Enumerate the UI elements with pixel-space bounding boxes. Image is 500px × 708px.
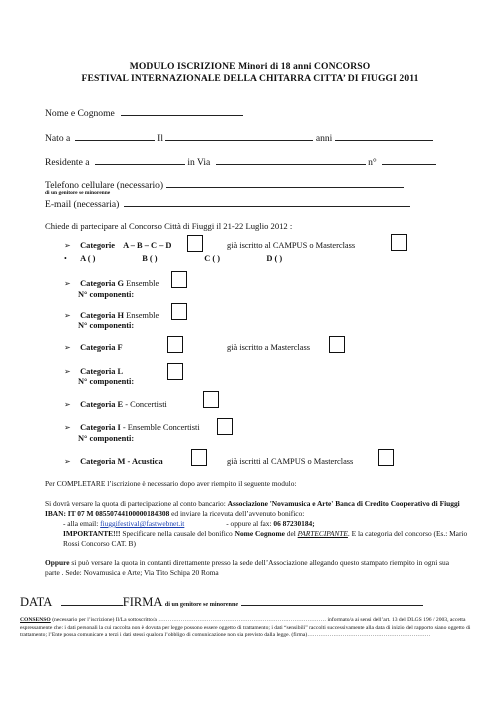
category-g-checkbox[interactable] — [171, 271, 187, 288]
signature-label: FIRMA — [122, 595, 162, 609]
birthdate-field[interactable] — [165, 131, 313, 141]
category-f-checkbox[interactable] — [167, 336, 183, 353]
age-label: anni — [315, 133, 333, 144]
category-h-components: N° componenti: — [78, 321, 135, 330]
abcd-options-row — [64, 254, 326, 263]
option-d[interactable]: D ( ) — [266, 254, 283, 263]
name-field[interactable] — [121, 106, 243, 116]
campus-masterclass-label: già iscritto al CAMPUS o Masterclass — [227, 241, 356, 250]
birthplace-label: Nato a — [45, 133, 71, 144]
form-title: MODULO ISCRIZIONE Minori di 18 anni CONCORSO — [129, 61, 371, 72]
house-number-field[interactable] — [382, 155, 436, 165]
phone-label: Telefono cellulare (necessario) — [45, 180, 164, 191]
category-abcd-row — [64, 241, 171, 250]
date-field[interactable] — [61, 594, 123, 606]
signature-row — [20, 594, 423, 610]
category-g-type: Ensemble — [126, 279, 160, 288]
category-i-label: Categoria I — [80, 423, 121, 432]
category-l-label: Categoria L — [80, 367, 124, 376]
residence-field[interactable] — [95, 155, 185, 165]
category-h-row — [64, 311, 159, 320]
category-l-checkbox[interactable] — [167, 363, 183, 380]
festival-title: FESTIVAL INTERNAZIONALE DELLA CHITARRA CITTA’ DI FIUGGI 2011 — [81, 73, 419, 84]
arrow-icon: ➢ — [64, 367, 71, 376]
parent-note: di un genitore se minorenne — [45, 190, 111, 196]
category-i-checkbox[interactable] — [217, 418, 233, 435]
category-l-components: N° componenti: — [78, 377, 135, 386]
arrow-icon: ➢ — [64, 400, 71, 409]
category-m-row — [64, 457, 163, 466]
category-g-label: Categoria G — [80, 279, 125, 288]
option-a[interactable]: A ( ) — [80, 254, 96, 263]
category-m-checkbox[interactable] — [191, 449, 207, 466]
house-number-label: n° — [368, 157, 377, 168]
consent-text: (necessario per l’iscrizione) Il/La sottoscritto/a ……………………………………………………………………………… informato/a ai sensi dell’art. 13 del DLGS 196 / 2003, accetta espressamente che: i dati personali la cui raccolta non è dovuta per legge possono essere oggetto di trattamento; i dati “sensibili” raccolti successivamente alla data di inizio del rapporto siano oggetto di trattamento; l’Ente possa comunicare a terzi i dati stessi qualora l’obbligo di comunicazione non sia previsto dalla legge. (firma)………………………………………………………… — [20, 617, 471, 639]
category-i-type: - Ensemble Concertisti — [122, 423, 200, 432]
category-abcd-letters: A – B – C – D — [123, 241, 172, 250]
category-f-row — [64, 343, 123, 352]
category-g-components: N° componenti: — [78, 290, 135, 299]
email-field[interactable] — [124, 197, 410, 207]
residence-label: Residente a — [45, 157, 90, 168]
category-i-components: N° componenti: — [78, 434, 135, 443]
category-i-row — [64, 423, 200, 432]
category-abcd-label: Categorie — [80, 241, 115, 250]
email-link[interactable]: fiuggifestival@fastwebnet.it — [100, 519, 185, 528]
category-f-label: Categoria F — [80, 343, 123, 352]
arrow-icon: ➢ — [64, 457, 71, 466]
complete-note: Per COMPLETARE l’iscrizione è necessario dopo aver riempito il seguente modulo: — [45, 479, 297, 488]
street-field[interactable] — [216, 155, 366, 165]
campus-masterclass-m-label: già iscritti al CAMPUS o Masterclass — [227, 457, 354, 466]
important-note: IMPORTANTE!!! Specificare nella causale del bonifico Nome Cognome del PARTECIPANTE. E la categoria del concorso (Es.: Mario Rossi Concorso CAT. B) — [63, 529, 468, 548]
name-row — [45, 106, 243, 119]
payment-note: Si dovrà versare la quota di partecipazione al conto bancario: Associazione 'Novamusica e Arte' Banca di Credito Cooperativo di Fiuggi IBAN: IT 07 M 08550744100000184308 ed inviare la ricevuta dell’avvenuto bonifico: — [45, 499, 460, 518]
category-m-label: Categoria M - Acustica — [80, 457, 163, 466]
category-e-checkbox[interactable] — [203, 391, 219, 408]
category-e-type: - Concertisti — [125, 400, 167, 409]
residence-row — [45, 155, 436, 168]
category-abcd-checkbox[interactable] — [187, 235, 203, 252]
category-g-row — [64, 279, 159, 288]
cash-note: Oppure si può versare la quota in contanti direttamente presso la sede dell’Associazione allegando questo stampato riempito in ogni sua parte . Sede: Novamusica e Arte; Via Tito Schipa 20 Roma — [45, 558, 450, 577]
fax-number: 06 87230184; — [273, 519, 315, 528]
arrow-icon: ➢ — [64, 241, 71, 250]
birthdate-label: Il — [157, 133, 163, 144]
bullet-icon: • — [64, 254, 67, 263]
street-label: in Via — [187, 157, 211, 168]
participation-intro: Chiede di partecipare al Concorso Città di Fiuggi il 21-22 Luglio 2012 : — [45, 221, 293, 231]
email-label: E-mail (necessaria) — [45, 199, 120, 210]
category-l-row — [64, 367, 123, 376]
option-c[interactable]: C ( ) — [204, 254, 221, 263]
email-row — [45, 197, 410, 210]
masterclass-checkbox[interactable] — [329, 336, 345, 353]
category-h-checkbox[interactable] — [171, 303, 187, 320]
age-field[interactable] — [335, 131, 433, 141]
category-h-type: Ensemble — [126, 311, 160, 320]
phone-field[interactable] — [166, 178, 404, 188]
campus-masterclass-m-checkbox[interactable] — [378, 449, 394, 466]
parent-signature-note: di un genitore se minorenne — [164, 601, 239, 608]
birth-row — [45, 131, 433, 144]
name-label: Nome e Cognome — [45, 108, 115, 119]
campus-masterclass-checkbox[interactable] — [391, 234, 407, 251]
consent-label: CONSENSO — [20, 617, 51, 623]
option-b[interactable]: B ( ) — [142, 254, 158, 263]
consent-block — [20, 617, 485, 640]
masterclass-label: già iscritto a Masterclass — [227, 343, 311, 352]
date-label: DATA — [20, 595, 52, 609]
arrow-icon: ➢ — [64, 343, 71, 352]
contact-line: - alla email: fiuggifestival@fastwebnet.it - oppure al fax: 06 87230184; — [63, 519, 315, 528]
signature-field[interactable] — [241, 594, 423, 606]
category-e-row — [64, 400, 167, 409]
arrow-icon: ➢ — [64, 311, 71, 320]
category-e-label: Categoria E — [80, 400, 124, 409]
arrow-icon: ➢ — [64, 279, 71, 288]
birthplace-field[interactable] — [75, 131, 155, 141]
arrow-icon: ➢ — [64, 423, 71, 432]
category-h-label: Categoria H — [80, 311, 125, 320]
